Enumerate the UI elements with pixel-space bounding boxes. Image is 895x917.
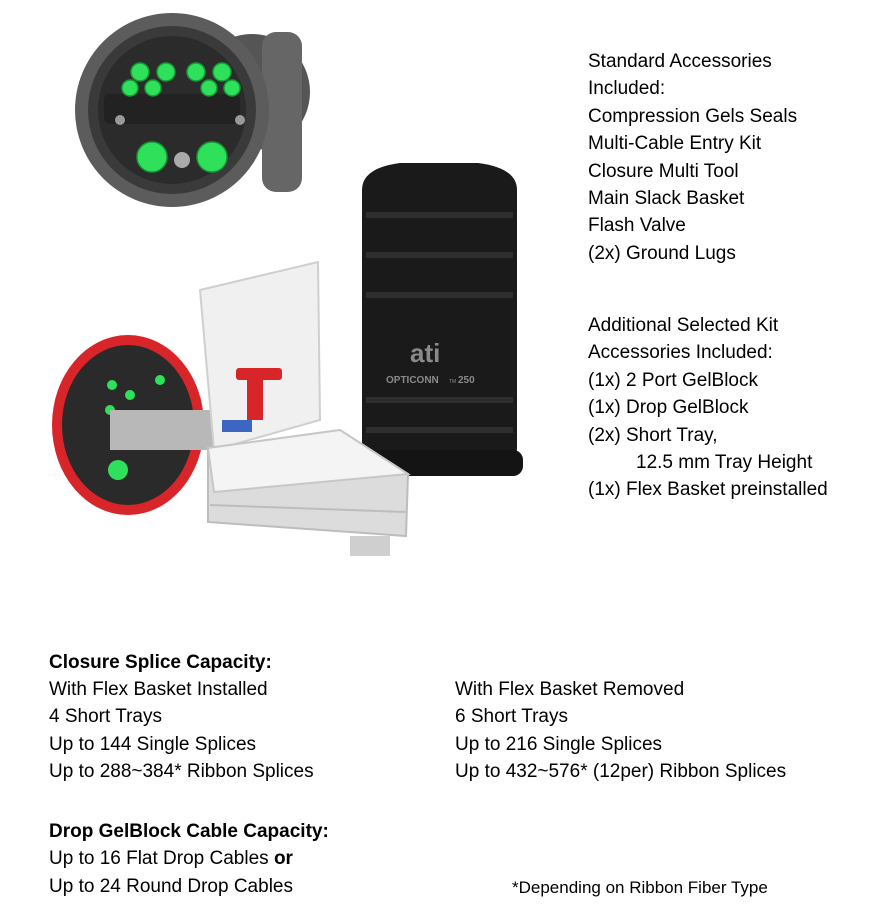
list-item: Up to 288~384* Ribbon Splices	[49, 761, 314, 783]
list-item: 6 Short Trays	[455, 706, 568, 728]
product-illustration	[0, 0, 580, 600]
list-item: (1x) Drop GelBlock	[588, 397, 749, 419]
list-item: Up to 216 Single Splices	[455, 733, 663, 755]
standard-heading-line-2: Included:	[588, 78, 666, 100]
list-item: Main Slack Basket	[588, 188, 745, 210]
list-item: (2x) Short Tray,	[588, 424, 718, 446]
end-plate-image	[75, 13, 310, 207]
additional-heading-line-1: Additional Selected Kit	[588, 315, 779, 336]
list-item: (2x) Ground Lugs	[588, 242, 736, 264]
list-item: 4 Short Trays	[49, 706, 162, 728]
standard-accessories	[588, 48, 797, 267]
list-item: Flash Valve	[588, 215, 686, 237]
standard-heading-line-1: Standard Accessories	[588, 51, 772, 72]
or-text: or	[273, 848, 293, 870]
list-item: With Flex Basket Installed	[49, 679, 268, 700]
list-item: Closure Multi Tool	[588, 160, 739, 182]
list-item: (1x) Flex Basket preinstalled	[588, 479, 828, 501]
splice-capacity-installed	[49, 676, 314, 786]
flat-drop-text: Up to 16 Flat Drop Cables	[49, 848, 269, 870]
drop-capacity-heading: Drop GelBlock Cable Capacity:	[49, 821, 329, 842]
brand-logo: ati	[410, 338, 441, 368]
splice-capacity-heading: Closure Splice Capacity:	[49, 652, 272, 673]
additional-heading-line-2: Accessories Included:	[588, 342, 773, 364]
list-item: 12.5 mm Tray Height	[636, 452, 813, 474]
list-item: (1x) 2 Port GelBlock	[588, 369, 758, 391]
open-closure-image	[52, 262, 408, 556]
drop-capacity-line-2: Up to 24 Round Drop Cables	[49, 875, 293, 897]
additional-accessories	[588, 312, 828, 504]
drop-capacity	[49, 818, 329, 900]
footnote: *Depending on Ribbon Fiber Type	[512, 878, 768, 897]
list-item: Up to 432~576* (12per) Ribbon Splices	[455, 761, 787, 783]
closure-dome-image	[355, 163, 523, 476]
model-tm: TM	[449, 379, 457, 385]
list-item: Compression Gels Seals	[588, 105, 798, 127]
drop-capacity-line-1	[49, 845, 329, 872]
list-item: Up to 144 Single Splices	[49, 733, 257, 755]
model-label: OPTICONN	[386, 375, 439, 386]
list-item: Multi-Cable Entry Kit	[588, 133, 762, 155]
list-item: With Flex Basket Removed	[455, 679, 685, 700]
splice-capacity-removed	[455, 676, 786, 786]
model-number: 250	[458, 375, 475, 386]
